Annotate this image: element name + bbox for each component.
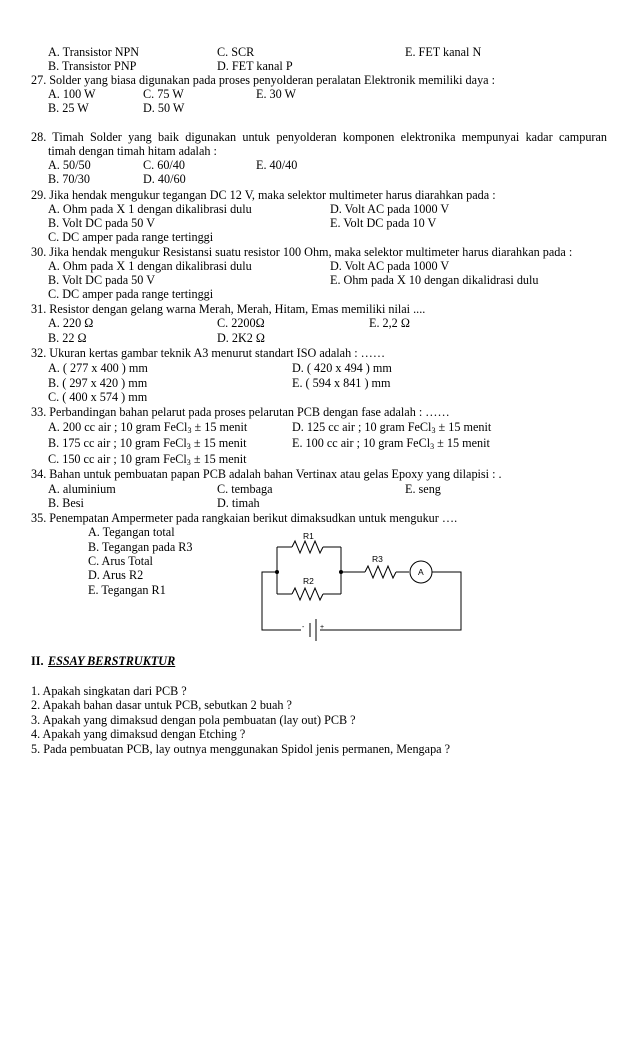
q26-option-d: D. FET kanal P: [217, 59, 293, 73]
q34-option-c: C. tembaga: [217, 482, 273, 496]
q28-stem-line1: 28. Timah Solder yang baik digunakan untuk penyolderan komponen elektronika mempunyai kadar campuran: [31, 130, 607, 144]
q28-option-c: C. 60/40: [143, 158, 185, 172]
label-r3: R3: [372, 554, 383, 564]
q29-option-a: A. Ohm pada X 1 dengan dikalibrasi dulu: [48, 202, 252, 216]
q29-option-e: E. Volt DC pada 10 V: [330, 216, 437, 230]
q29-option-d: D. Volt AC pada 1000 V: [330, 202, 450, 216]
q35-option-c: C. Arus Total: [88, 554, 153, 568]
q33-option-e: E. 100 cc air ; 10 gram FeCl$_3$ ± 15 menit: [292, 436, 490, 451]
q32-option-c: C. ( 400 x 574 ) mm: [48, 390, 148, 404]
q27-stem: 27. Solder yang biasa digunakan pada proses penyolderan peralatan Elektronik memiliki daya :: [31, 73, 495, 87]
essay-item: 1. Apakah singkatan dari PCB ?: [31, 684, 187, 698]
q28-option-d: D. 40/60: [143, 172, 186, 186]
q28-option-b: B. 70/30: [48, 172, 90, 186]
q30-stem: 30. Jika hendak mengukur Resistansi suatu resistor 100 Ohm, maka selektor multimeter harus diarahkan pada :: [31, 245, 573, 259]
q27-option-a: A. 100 W: [48, 87, 96, 101]
q35-stem: 35. Penempatan Ampermeter pada rangkaian berikut dimaksudkan untuk mengukur ….: [31, 511, 458, 525]
q32-option-e: E. ( 594 x 841 ) mm: [292, 376, 391, 390]
q27-option-b: B. 25 W: [48, 101, 89, 115]
q35-option-a: A. Tegangan total: [88, 525, 175, 539]
q31-option-a: A. 220 Ω: [48, 316, 94, 330]
section-heading: ESSAY BERSTRUKTUR: [48, 654, 176, 668]
q31-stem: 31. Resistor dengan gelang warna Merah, Merah, Hitam, Emas memiliki nilai ....: [31, 302, 426, 316]
q32-option-d: D. ( 420 x 494 ) mm: [292, 361, 392, 375]
junction-dot-left: [275, 570, 279, 574]
resistor-r1: [292, 541, 323, 553]
junction-dot-right: [339, 570, 343, 574]
q31-option-d: D. 2K2 Ω: [217, 331, 265, 345]
resistor-r3: [365, 566, 396, 578]
label-r2: R2: [303, 576, 314, 586]
q31-option-c: C. 2200Ω: [217, 316, 265, 330]
circuit-wire-left: [262, 572, 301, 630]
q32-option-a: A. ( 277 x 400 ) mm: [48, 361, 148, 375]
q27-option-d: D. 50 W: [143, 101, 185, 115]
q28-option-e: E. 40/40: [256, 158, 298, 172]
q28-option-a: A. 50/50: [48, 158, 91, 172]
q29-option-c: C. DC amper pada range tertinggi: [48, 230, 214, 244]
q33-option-d: D. 125 cc air ; 10 gram FeCl$_3$ ± 15 menit: [292, 420, 492, 435]
q33-stem: 33. Perbandingan bahan pelarut pada proses pelarutan PCB dengan fase adalah : ……: [31, 405, 450, 419]
q35-option-e: E. Tegangan R1: [88, 583, 166, 597]
label-r1: R1: [303, 531, 314, 541]
q26-option-c: C. SCR: [217, 45, 255, 59]
q34-option-d: D. timah: [217, 496, 260, 510]
q33-option-c: C. 150 cc air ; 10 gram FeCl$_3$ ± 15 menit: [48, 452, 247, 467]
q33-option-a: A. 200 cc air ; 10 gram FeCl$_3$ ± 15 menit: [48, 420, 248, 435]
q30-option-b: B. Volt DC pada 50 V: [48, 273, 155, 287]
q35-option-b: B. Tegangan pada R3: [88, 540, 193, 554]
q30-option-d: D. Volt AC pada 1000 V: [330, 259, 450, 273]
q35-option-d: D. Arus R2: [88, 568, 144, 582]
essay-item: 5. Pada pembuatan PCB, lay outnya menggunakan Spidol jenis permanen, Mengapa ?: [31, 742, 451, 756]
q27-option-e: E. 30 W: [256, 87, 297, 101]
q31-option-b: B. 22 Ω: [48, 331, 87, 345]
q29-stem: 29. Jika hendak mengukur tegangan DC 12 V, maka selektor multimeter harus diarahkan pada :: [31, 188, 496, 202]
q32-option-b: B. ( 297 x 420 ) mm: [48, 376, 148, 390]
q26-option-e: E. FET kanal N: [405, 45, 482, 59]
resistor-r2: [292, 588, 323, 600]
essay-item: 3. Apakah yang dimaksud dengan pola pembuatan (lay out) PCB ?: [31, 713, 356, 727]
battery-minus-label: -: [302, 624, 305, 631]
q33-option-b: B. 175 cc air ; 10 gram FeCl$_3$ ± 15 menit: [48, 436, 247, 451]
battery-plus-label: +: [320, 624, 325, 631]
q31-option-e: E. 2,2 Ω: [369, 316, 410, 330]
q34-option-a: A. aluminium: [48, 482, 116, 496]
q34-option-b: B. Besi: [48, 496, 84, 510]
q34-option-e: E. seng: [405, 482, 441, 496]
q29-option-b: B. Volt DC pada 50 V: [48, 216, 155, 230]
ammeter-label: A: [418, 567, 424, 577]
q26-option-a: A. Transistor NPN: [48, 45, 140, 59]
q32-stem: 32. Ukuran kertas gambar teknik A3 menurut standart ISO adalah : ……: [31, 346, 386, 360]
q27-option-c: C. 75 W: [143, 87, 184, 101]
essay-item: 4. Apakah yang dimaksud dengan Etching ?: [31, 727, 246, 741]
q30-option-c: C. DC amper pada range tertinggi: [48, 287, 214, 301]
q30-option-a: A. Ohm pada X 1 dengan dikalibrasi dulu: [48, 259, 252, 273]
q28-stem-line2: timah dengan timah hitam adalah :: [48, 144, 217, 158]
q26-option-b: B. Transistor PNP: [48, 59, 137, 73]
q30-option-e: E. Ohm pada X 10 dengan dikalidrasi dulu: [330, 273, 539, 287]
q34-stem: 34. Bahan untuk pembuatan papan PCB adalah bahan Vertinax atau gelas Epoxy yang dilapisi : .: [31, 467, 502, 481]
section-number: II.: [31, 654, 44, 668]
essay-item: 2. Apakah bahan dasar untuk PCB, sebutkan 2 buah ?: [31, 698, 292, 712]
